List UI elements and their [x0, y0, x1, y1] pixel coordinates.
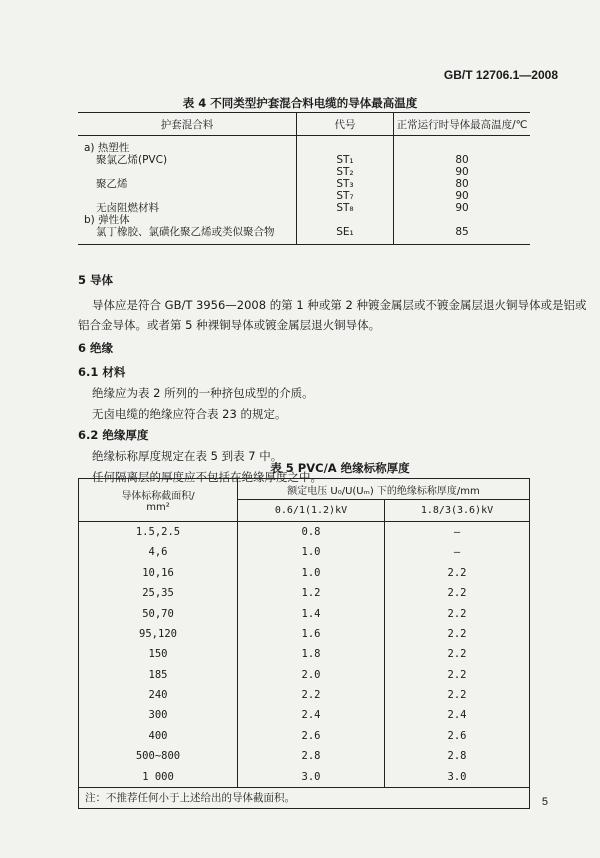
table5-header-area-line1: 导体标称截面积/: [121, 490, 195, 502]
section62-line1: 绝缘标称厚度规定在表 5 到表 7 中。: [92, 449, 283, 463]
table4-caption: 表 4 不同类型护套混合料电缆的导体最高温度: [182, 96, 418, 110]
table5-area-cell: 95,120: [79, 624, 238, 644]
table4-material-cell: 聚氯乙烯(PVC): [78, 154, 297, 166]
table5-area-cell: 50,70: [79, 603, 238, 623]
table5-note-row: [79, 787, 530, 808]
table5-thickness-low-cell: 2.8: [238, 746, 385, 766]
table-row: [79, 563, 530, 583]
table5-thickness-high-cell: —: [453, 525, 461, 538]
table5-thickness-low-cell: 2.6: [238, 726, 385, 746]
table5-thickness-high-cell: 2.2: [447, 587, 467, 600]
table5-thickness-high-cell: 3.0: [447, 770, 467, 783]
table5-area-cell: 1.5,2.5: [79, 521, 238, 542]
table-row: [79, 603, 530, 623]
table5-area-cell: 240: [79, 685, 238, 705]
table5-header-voltage1: 0.6/1(1.2)kV: [238, 500, 385, 521]
table5-area-cell: 150: [79, 644, 238, 664]
table5-thickness-low-cell: 1.8: [238, 644, 385, 664]
table5-area-cell: 185: [79, 665, 238, 685]
table5: [78, 478, 530, 809]
table5-area-cell: 500~800: [79, 746, 238, 766]
table-row: [78, 154, 530, 166]
table4-temp-cell: [394, 136, 531, 155]
table5-note: 注：不推荐任何小于上述给出的导体截面积。: [79, 787, 530, 808]
table4-temp-cell: 90: [455, 190, 469, 202]
table5-thickness-low-cell: 1.4: [238, 603, 385, 623]
table4-header-material: 护套混合料: [78, 113, 297, 136]
table5-thickness-high-cell: —: [453, 546, 461, 559]
table-row: [79, 746, 530, 766]
table5-thickness-low-cell: 1.6: [238, 624, 385, 644]
table5-thickness-high-cell: 2.2: [447, 566, 467, 579]
table4-material-cell: [78, 190, 297, 202]
table-row: [79, 542, 530, 562]
table-row: [78, 178, 530, 190]
section62-heading: 6.2 绝缘厚度: [78, 428, 149, 442]
table4-code-cell: ST₁: [297, 154, 394, 166]
table4-code-cell: ST₇: [297, 190, 394, 202]
section61-line1: 绝缘应为表 2 所列的一种挤包成型的介质。: [92, 386, 314, 400]
section5-para-line2: 铝合金导体。或者第 5 种裸铜导体或镀金属层退火铜导体。: [78, 318, 381, 332]
table4-code-cell: ST₃: [297, 178, 394, 190]
table4-temp-cell: 80: [455, 178, 469, 190]
table4-material-cell: a) 热塑性: [78, 136, 297, 155]
table4-header-temp: 正常运行时导体最高温度/℃: [394, 113, 531, 136]
section61-line2: 无卤电缆的绝缘应符合表 23 的规定。: [92, 407, 287, 421]
table-row: [79, 685, 530, 705]
table-row: [78, 214, 530, 226]
table5-thickness-high-cell: 2.2: [447, 668, 467, 681]
standard-code: GB/T 12706.1—2008: [443, 68, 558, 82]
table-row: [79, 521, 530, 542]
table5-header-span: 额定电压 U₀/U(Uₘ) 下的绝缘标称厚度/mm: [238, 479, 530, 500]
table5-area-cell: 25,35: [79, 583, 238, 603]
table4-header-row: [78, 113, 530, 136]
table4-temp-cell: 90: [455, 202, 469, 214]
table5-thickness-high-cell: 2.2: [447, 648, 467, 661]
table-row: [79, 766, 530, 787]
table5-thickness-high-cell: 2.8: [447, 750, 467, 763]
table4-header-code: 代号: [297, 113, 394, 136]
table4-temp-cell: 90: [455, 166, 469, 178]
table5-caption: 表 5 PVC/A 绝缘标称厚度: [270, 461, 410, 475]
table5-thickness-low-cell: 1.0: [238, 542, 385, 562]
table-row: [79, 665, 530, 685]
page-number: 5: [541, 796, 548, 808]
table-row: [78, 190, 530, 202]
table-row: [78, 202, 530, 214]
table5-area-cell: 10,16: [79, 563, 238, 583]
section6-heading: 6 绝缘: [78, 341, 114, 355]
section5-heading: 5 导体: [78, 273, 114, 287]
table5-thickness-low-cell: 2.4: [238, 705, 385, 725]
table-row: [78, 136, 530, 155]
table4-material-cell: 聚乙烯: [78, 178, 297, 190]
table5-header-voltage2: 1.8/3(3.6)kV: [385, 500, 530, 521]
table5-thickness-low-cell: 2.2: [238, 685, 385, 705]
table4-temp-cell: [394, 214, 531, 226]
table5-thickness-high-cell: 2.4: [447, 709, 467, 722]
table5-thickness-high-cell: 2.2: [447, 689, 467, 702]
table4-material-cell: b) 弹性体: [78, 214, 297, 226]
table4-temp-cell: 80: [455, 154, 469, 166]
table-row: [78, 226, 530, 245]
table5-area-cell: 300: [79, 705, 238, 725]
table-row: [78, 166, 530, 178]
table5-header-row: [79, 479, 530, 500]
table-row: [79, 624, 530, 644]
table4-material-cell: [78, 166, 297, 178]
table5-thickness-high-cell: 2.2: [447, 607, 467, 620]
table5-thickness-low-cell: 0.8: [238, 521, 385, 542]
section62-line2: 任何隔离层的厚度应不包括在绝缘厚度之中。: [92, 470, 322, 484]
table5-header-area-line2: mm²: [146, 501, 170, 513]
table5-thickness-low-cell: 2.0: [238, 665, 385, 685]
table5-thickness-high-cell: 2.2: [447, 627, 467, 640]
table4-code-cell: ST₈: [297, 202, 394, 214]
table4-material-cell: 氯丁橡胶、氯磺化聚乙烯或类似聚合物: [78, 226, 297, 245]
table4-material-cell: 无卤阻燃材料: [78, 202, 297, 214]
table5-header-area: [79, 479, 238, 522]
table5-area-cell: 4,6: [79, 542, 238, 562]
table4-code-cell: SE₁: [297, 226, 394, 245]
table5-area-cell: 1 000: [79, 766, 238, 787]
table-row: [79, 726, 530, 746]
table-row: [79, 644, 530, 664]
table5-thickness-low-cell: 3.0: [238, 766, 385, 787]
section5-para-line1: 导体应是符合 GB/T 3956—2008 的第 1 种或第 2 种镀金属层或不镀金属层退火铜导体或是铝或: [92, 298, 587, 312]
section61-heading: 6.1 材料: [78, 365, 126, 379]
table4-temp-cell: 85: [455, 226, 469, 238]
table5-thickness-low-cell: 1.0: [238, 563, 385, 583]
table5-area-cell: 400: [79, 726, 238, 746]
table-row: [79, 705, 530, 725]
table4-code-cell: [297, 136, 394, 155]
table4-code-cell: [297, 214, 394, 226]
table5-thickness-low-cell: 1.2: [238, 583, 385, 603]
table4-code-cell: ST₂: [297, 166, 394, 178]
table-row: [79, 583, 530, 603]
table5-thickness-high-cell: 2.6: [447, 729, 467, 742]
table4: [78, 112, 530, 245]
